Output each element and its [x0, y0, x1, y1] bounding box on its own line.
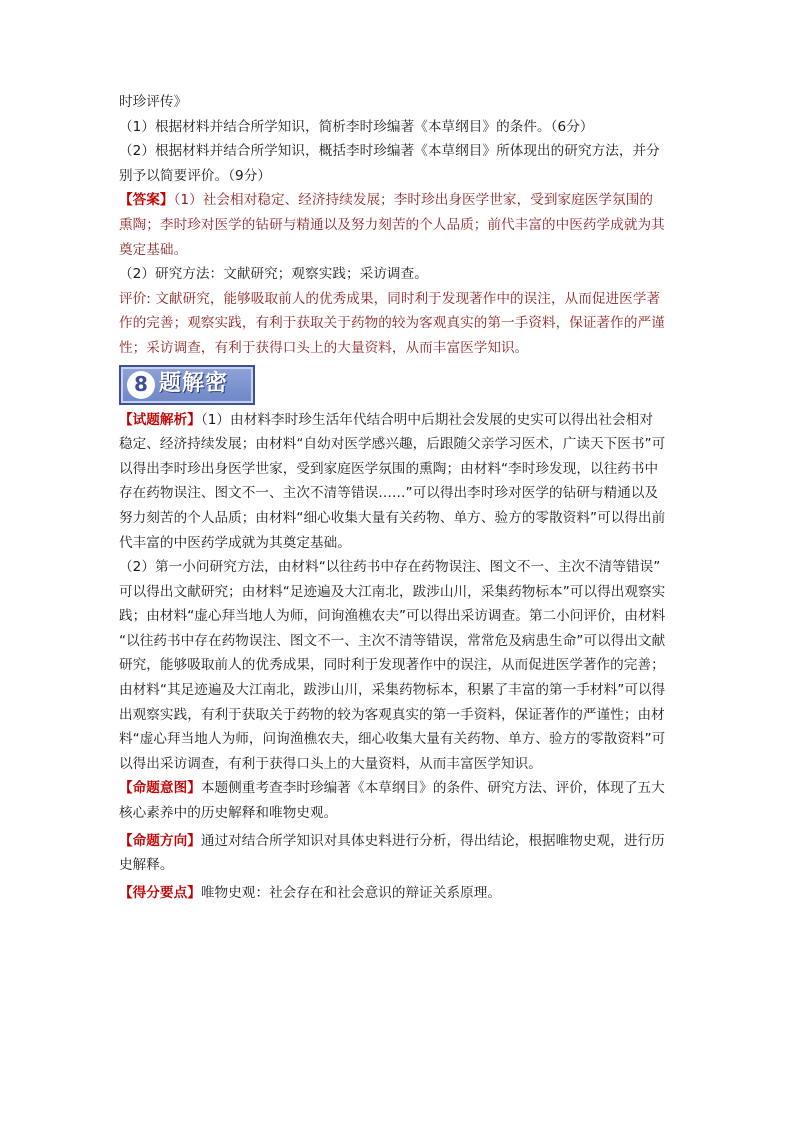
analysis-line-13: 出观察实践，有利于获取关于药物的较为客观真实的第一手资料，保证著作的严谨性；由材 — [119, 706, 665, 723]
analysis-tag: 【试题解析】 — [119, 411, 201, 428]
intent-line-1 — [119, 776, 684, 801]
intent-line-2: 核心素养中的历史解释和唯物史观。 — [119, 805, 338, 822]
analysis-line-5: 努力刻苦的个人品质；由材料“细心收集大量有关药物、单方、验方的零散资料”可以得出前 — [119, 509, 666, 526]
intent-tag: 【命题意图】 — [119, 780, 201, 797]
answer-line-2: 熏陶；李时珍对医学的钻研与精通以及努力刻苦的个人品质；前代丰富的中医药学成就为其 — [119, 216, 665, 233]
points-line-1 — [119, 881, 684, 906]
analysis-line-6: 代丰富的中医药学成就为其奠定基础。 — [119, 534, 351, 551]
evaluation-line-2: 作的完善；观察实践，有利于获取关于药物的较为客观真实的第一手资料，保证著作的严谨 — [119, 315, 665, 332]
direction-line-1 — [119, 829, 684, 854]
analysis-line-8: 可以得出文献研究；由材料“足迹遍及大江南北，跋涉山川，采集药物标本”可以得出观察实 — [119, 583, 666, 600]
direction-line-2: 史解释。 — [119, 857, 174, 874]
evaluation-line-1: 评价: 文献研究，能够吸取前人的优秀成果，同时利于发现著作中的误注，从而促进医学著 — [119, 290, 661, 307]
analysis-line-11: 研究，能够吸取前人的优秀成果，同时利于发现著作中的误注，从而促进医学著作的完善； — [119, 657, 665, 674]
analysis-line-10: “以往药书中存在药物误注、图文不一、主次不清等错误，常常危及病患生命”可以得出文献 — [119, 632, 666, 649]
answer-methods: （2）研究方法：文献研究；观察实践；采访调查。 — [119, 266, 428, 283]
banner-title: 题解密 — [159, 371, 229, 397]
analysis-line-9: 践；由材料“虚心拜当地人为师，问询渔樵农夫”可以得出采访调查。第二小问评价，由材料 — [119, 608, 666, 625]
intent-text: 本题侧重考查李时珍编著《本草纲目》的条件、研究方法、评价，体现了五大 — [200, 780, 665, 797]
question-1: （1）根据材料并结合所学知识，简析李时珍编著《本草纲目》的条件。（6分） — [119, 118, 594, 135]
text-line: 时珍评传》 — [119, 94, 188, 110]
number-badge: 8 — [127, 371, 155, 399]
answer-tag: 【答案】 — [119, 192, 174, 209]
points-text: 唯物史观：社会存在和社会意识的辩证关系原理。 — [200, 884, 502, 901]
analysis-line-7: （2）第一小问研究方法，由材料“以往药书中存在药物误注、图文不一、主次不清等错误” — [119, 559, 661, 576]
answer-line-1 — [119, 188, 684, 213]
analysis-line-14: 料“虚心拜当地人为师，问询渔樵农夫，细心收集大量有关药物、单方、验方的零散资料”可 — [119, 731, 666, 748]
analysis-line-4: 存在药物误注、图文不一、主次不清等错误……”可以得出李时珍对医学的钻研与精通以及 — [119, 485, 659, 502]
answer-text: （1）社会相对稳定、经济持续发展；李时珍出身医学世家，受到家庭医学氛围的 — [173, 192, 654, 209]
question-2-line-2: 别予以简要评价。（9分） — [119, 167, 271, 184]
analysis-line-15: 以得出采访调查，有利于获得口头上的大量资料，从而丰富医学知识。 — [119, 755, 542, 772]
direction-tag: 【命题方向】 — [119, 832, 201, 849]
content-body — [119, 90, 684, 905]
section-banner — [119, 365, 255, 405]
points-tag: 【得分要点】 — [119, 884, 201, 901]
evaluation-line-3: 性；采访调查，有利于获得口头上的大量资料，从而丰富医学知识。 — [119, 339, 529, 356]
question-2-line-1: （2）根据材料并结合所学知识，概括李时珍编著《本草纲目》所体现出的研究方法，并分 — [119, 143, 660, 160]
answer-line-3: 奠定基础。 — [119, 241, 188, 258]
analysis-line-2: 稳定、经济持续发展；由材料“自幼对医学感兴趣，后跟随父亲学习医术，广读天下医书”可 — [119, 436, 666, 453]
analysis-text: （1）由材料李时珍生活年代结合明中后期社会发展的史实可以得出社会相对 — [200, 411, 654, 428]
analysis-line-1 — [119, 408, 684, 433]
analysis-line-3: 以得出李时珍出身医学世家，受到家庭医学氛围的熏陶；由材料“李时珍发现，以往药书中 — [119, 460, 659, 477]
direction-text: 通过对结合所学知识对具体史料进行分析，得出结论，根据唯物史观，进行历 — [200, 832, 665, 849]
analysis-line-12: 由材料“其足迹遍及大江南北，跋涉山川，采集药物标本，积累了丰富的第一手材料”可以得 — [119, 682, 666, 699]
